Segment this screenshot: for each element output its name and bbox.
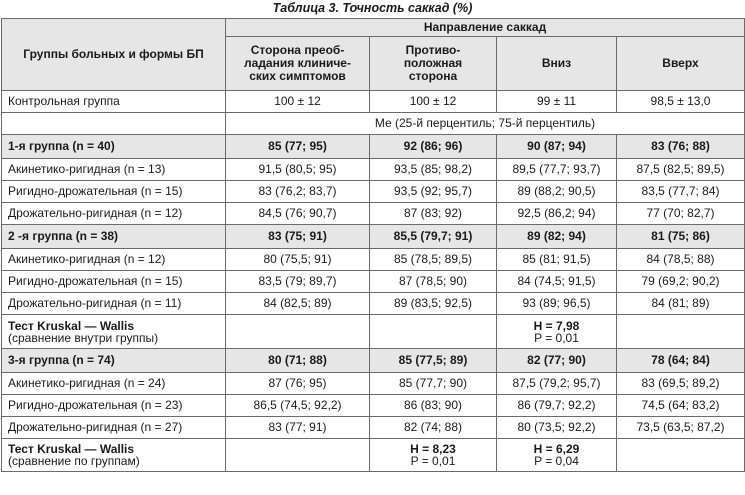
cell-value: 93,5 (92; 95,7) [370,181,497,203]
table-row [2,113,745,135]
cell-value: 92,5 (86,2; 94) [497,203,617,225]
row-label: Дрожательно-ригидная (n = 12) [2,203,226,225]
cell-value: 78 (64; 84) [617,349,745,373]
cell-value: 85 (77,5; 89) [370,349,497,373]
cell-value: 91,5 (80,5; 95) [226,159,370,181]
col-opposite-side [370,37,497,91]
row-label: Акинетико-ригидная (n = 12) [2,249,226,271]
table-row [2,91,745,113]
empty-cell [2,113,226,135]
table-row [2,417,745,439]
cell-value: 85 (78,5; 89,5) [370,249,497,271]
cell-value: 86 (83; 90) [370,395,497,417]
cell-value: 80 (71; 88) [226,349,370,373]
cell-value: 100 ± 12 [226,91,370,113]
cell-value: 86 (79,7; 92,2) [497,395,617,417]
cell-value: 80 (75,5; 91) [226,249,370,271]
cell-value: 87,5 (82,5; 89,5) [617,159,745,181]
cell-value: 100 ± 12 [370,91,497,113]
cell-value: 89 (83,5; 92,5) [370,293,497,315]
row-label: Ригидно-дрожательная (n = 23) [2,395,226,417]
cell-value: 85 (77; 95) [226,135,370,159]
saccade-accuracy-table [1,18,745,472]
col-up: Вверх [617,37,745,91]
table-title: Таблица 3. Точность саккад (%) [272,1,473,15]
test-name: Тест Kruskal — Wallis [8,318,135,333]
cell-value: 82 (74; 88) [370,417,497,439]
cell-value: 89 (82; 94) [497,225,617,249]
test-h-value: H = 7,98 [533,318,580,333]
cell-value: 84,5 (76; 90,7) [226,203,370,225]
col-dominant-side [226,37,370,91]
table-row [2,373,745,395]
group-label: 3-я группа (n = 74) [2,349,226,373]
test-p-value: P = 0,01 [410,454,456,468]
table-row [2,293,745,315]
table-row [2,271,745,293]
cell-value: 98,5 ± 13,0 [617,91,745,113]
col-opposite-side-text: Противо- положная сторона [403,43,463,83]
row-label: Акинетико-ригидная (n = 24) [2,373,226,395]
row-label: Дрожательно-ригидная (n = 11) [2,293,226,315]
test-subtitle: (сравнение по группам) [8,454,140,468]
cell-value: 89 (88,2; 90,5) [497,181,617,203]
cell-value: 83 (75; 91) [226,225,370,249]
cell-value: 93 (89; 96,5) [497,293,617,315]
test-result [497,439,617,472]
group-row [2,225,745,249]
me-note: Ме (25-й перцентиль; 75-й перцентиль) [226,113,745,135]
test-h-value: H = 8,23 [410,442,456,456]
table-row [2,159,745,181]
test-name: Тест Kruskal — Wallis [8,442,135,456]
test-row [2,439,745,472]
cell-value: 89,5 (77,7; 93,7) [497,159,617,181]
table-row [2,203,745,225]
empty-cell [370,315,497,349]
direction-header: Направление саккад [226,19,745,37]
cell-value: 93,5 (85; 98,2) [370,159,497,181]
test-label [2,315,226,349]
cell-value: 87 (76; 95) [226,373,370,395]
cell-value: 87 (78,5; 90) [370,271,497,293]
cell-value: 99 ± 11 [497,91,617,113]
row-label: Дрожательно-ригидная (n = 27) [2,417,226,439]
cell-value: 83 (69,5; 89,2) [617,373,745,395]
row-label: Ригидно-дрожательная (n = 15) [2,181,226,203]
cell-value: 90 (87; 94) [497,135,617,159]
test-result [370,439,497,472]
cell-value: 84 (81; 89) [617,293,745,315]
test-row [2,315,745,349]
row-label: Ригидно-дрожательная (n = 15) [2,271,226,293]
cell-value: 86,5 (74,5; 92,2) [226,395,370,417]
cell-value: 85 (77,7; 90) [370,373,497,395]
cell-value: 87,5 (79,2; 95,7) [497,373,617,395]
group-label: 2 -я группа (n = 38) [2,225,226,249]
group-label: 1-я группа (n = 40) [2,135,226,159]
cell-value: 83,5 (79; 89,7) [226,271,370,293]
table-row [2,181,745,203]
group-row [2,135,745,159]
cell-value: 84 (82,5; 89) [226,293,370,315]
cell-value: 85 (81; 91,5) [497,249,617,271]
empty-cell [617,315,745,349]
cell-value: 74,5 (64; 83,2) [617,395,745,417]
cell-value: 77 (70; 82,7) [617,203,745,225]
cell-value: 92 (86; 96) [370,135,497,159]
test-h-value: H = 6,29 [533,442,580,456]
cell-value: 79 (69,2; 90,2) [617,271,745,293]
cell-value: 82 (77; 90) [497,349,617,373]
col-down: Вниз [497,37,617,91]
cell-value: 83 (76,2; 83,7) [226,181,370,203]
cell-value: 83 (76; 88) [617,135,745,159]
cell-value: 84 (74,5; 91,5) [497,271,617,293]
cell-value: 84 (78,5; 88) [617,249,745,271]
test-label [2,439,226,472]
table-row [2,249,745,271]
cell-value: 83 (77; 91) [226,417,370,439]
group-row [2,349,745,373]
test-p-value: P = 0,01 [534,330,579,345]
row-label: Контрольная группа [2,91,226,113]
row-label: Акинетико-ригидная (n = 13) [2,159,226,181]
empty-cell [226,439,370,472]
empty-cell [617,439,745,472]
cell-value: 87 (83; 92) [370,203,497,225]
col-dominant-side-text: Сторона преоб- ладания клиниче- ских симптомов [244,43,351,83]
table-row [2,395,745,417]
test-subtitle: (сравнение внутри группы) [8,330,159,345]
cell-value: 83,5 (77,7; 84) [617,181,745,203]
empty-cell [226,315,370,349]
cell-value: 80 (73,5; 92,2) [497,417,617,439]
cell-value: 73,5 (63,5; 87,2) [617,417,745,439]
cell-value: 81 (75; 86) [617,225,745,249]
test-result [497,315,617,349]
test-p-value: P = 0,04 [534,454,579,468]
row-label-header: Группы больных и формы БП [2,19,226,91]
cell-value: 85,5 (79,7; 91) [370,225,497,249]
